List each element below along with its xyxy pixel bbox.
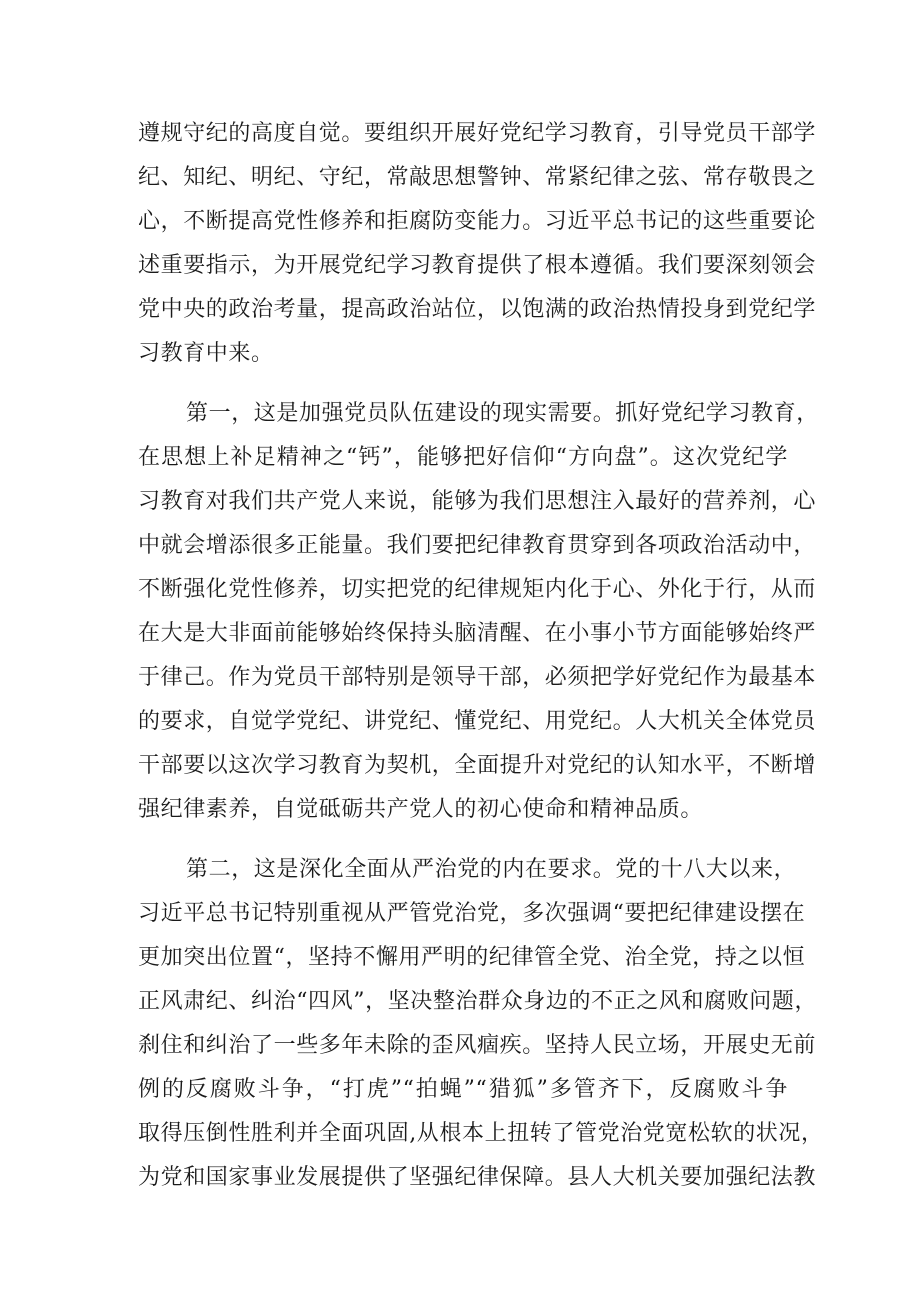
paragraph-line: 习教育中来。	[138, 341, 274, 366]
paragraph-line: 的要求，自觉学党纪、讲党纪、懂党纪、用党纪。人大机关全体党员	[138, 709, 817, 734]
paragraph-line: 第二，这是深化全面从严治党的内在要求。党的十八大以来，	[186, 857, 797, 882]
paragraph-line: 取得压倒性胜利并全面巩固,从根本上扭转了管党治党宽松软的状况，	[138, 1121, 824, 1146]
paragraph-line: 纪、知纪、明纪、守纪，常敲思想警钟、常紧纪律之弦、常存敬畏之	[138, 165, 817, 190]
paragraph-line: 第一，这是加强党员队伍建设的现实需要。抓好党纪学习教育，	[186, 401, 819, 426]
paragraph-line: 更加突出位置“，坚持不懈用严明的纪律管全党、治全党，持之以恒	[138, 945, 806, 970]
paragraph-line: 正风肃纪、纠治“四风”，坚决整治群众身边的不正之风和腐败问题，	[138, 989, 818, 1014]
paragraph-first-point	[138, 392, 819, 832]
paragraph-line: 习教育对我们共产党人来说，能够为我们思想注入最好的营养剂，心	[138, 489, 817, 514]
paragraph-line: 党中央的政治考量，提高政治站位，以饱满的政治热情投身到党纪学	[138, 297, 817, 322]
paragraph-continuation	[138, 112, 817, 376]
paragraph-line: 心，不断提高党性修养和拒腐防变能力。习近平总书记的这些重要论	[138, 209, 817, 234]
paragraph-line: 在思想上补足精神之“钙”，能够把好信仰“方向盘”。这次党纪学	[138, 445, 788, 470]
paragraph-line: 例的反腐败斗争，“打虎”“拍蝇”“猎狐”多管齐下，反腐败斗争	[138, 1077, 788, 1102]
paragraph-line: 中就会增添很多正能量。我们要把纪律教育贯穿到各项政治活动中，	[138, 533, 817, 558]
paragraph-line: 为党和国家事业发展提供了坚强纪律保障。县人大机关要加强纪法教	[138, 1165, 817, 1190]
paragraph-line: 在大是大非面前能够始终保持头脑清醒、在小事小节方面能够始终严	[138, 621, 817, 646]
paragraph-line: 述重要指示，为开展党纪学习教育提供了根本遵循。我们要深刻领会	[138, 253, 817, 278]
paragraph-line: 不断强化党性修养，切实把党的纪律规矩内化于心、外化于行，从而	[138, 577, 817, 602]
paragraph-line: 强纪律素养，自觉砥砺共产党人的初心使命和精神品质。	[138, 797, 704, 822]
paragraph-line: 于律己。作为党员干部特别是领导干部，必须把学好党纪作为最基本	[138, 665, 817, 690]
paragraph-line: 遵规守纪的高度自觉。要组织开展好党纪学习教育，引导党员干部学	[138, 121, 817, 146]
paragraph-line: 刹住和纠治了一些多年未除的歪风痼疾。坚持人民立场，开展史无前	[138, 1033, 817, 1058]
paragraph-line: 习近平总书记特别重视从严管党治党，多次强调“要把纪律建设摆在	[138, 901, 806, 926]
paragraph-second-point	[138, 848, 824, 1200]
paragraph-line: 干部要以这次学习教育为契机，全面提升对党纪的认知水平，不断增	[138, 753, 817, 778]
